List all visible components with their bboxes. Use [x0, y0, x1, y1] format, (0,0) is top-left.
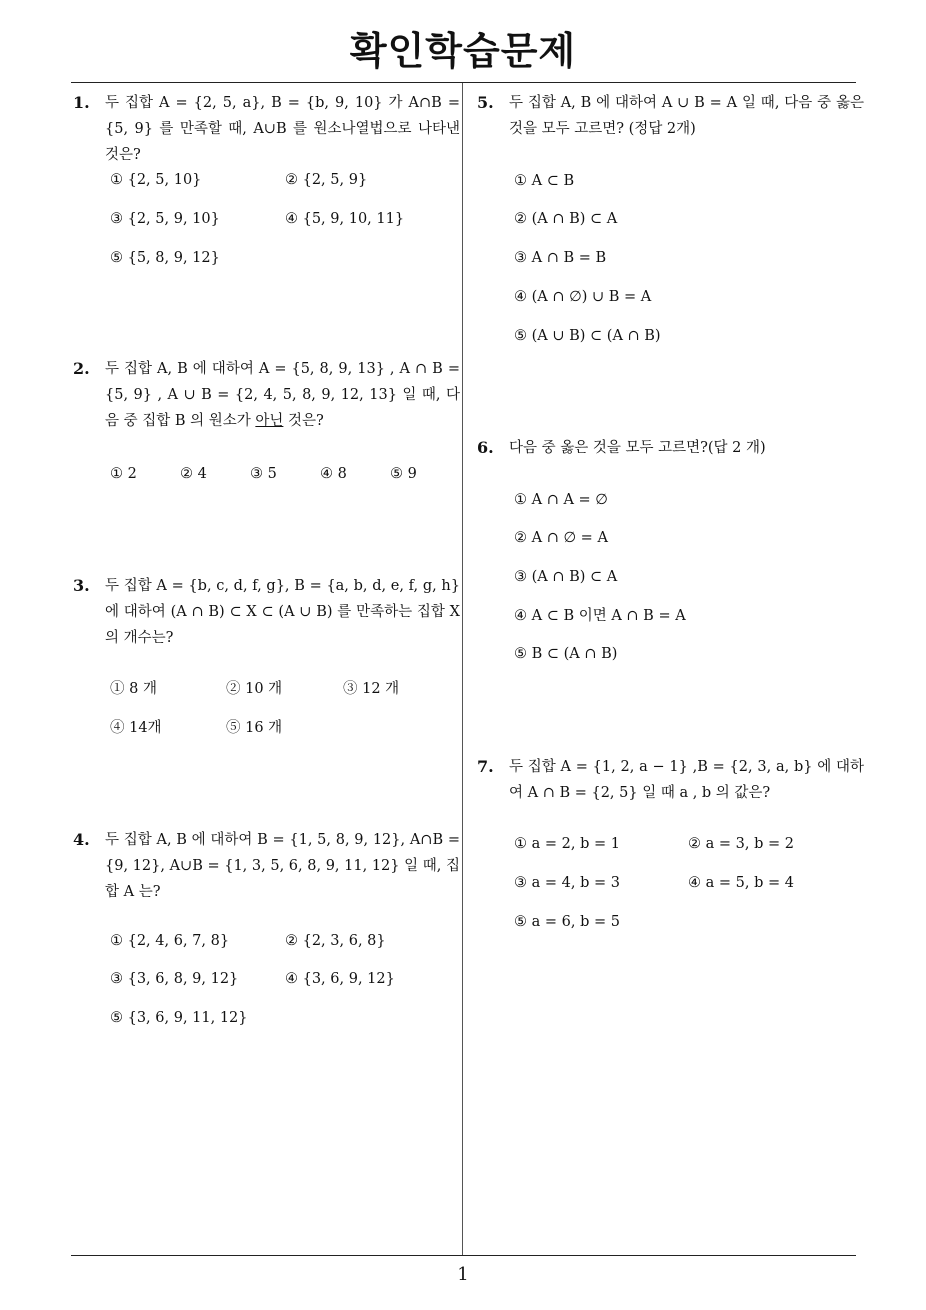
option-2[interactable]: ② 4: [180, 466, 207, 482]
underlined-word: 아닌: [255, 413, 284, 429]
option-3[interactable]: ③ {2, 5, 9, 10}: [110, 211, 220, 227]
option-5[interactable]: ⑤ B ⊂ (A ∩ B): [514, 646, 618, 662]
option-2[interactable]: ② a = 3, b = 2: [688, 836, 794, 852]
option-2[interactable]: ② (A ∩ B) ⊂ A: [514, 211, 618, 227]
option-5[interactable]: ⑤ (A ∪ B) ⊂ (A ∩ B): [514, 328, 661, 344]
question-number: 2.: [73, 359, 90, 378]
question-stem: 두 집합 A = {b, c, d, f, g}, B = {a, b, d, e, f, g, h} 에 대하여 (A ∩ B) ⊂ X ⊂ (A ∪ B) 를 만족하는 집합 X 의 개수는?: [105, 578, 460, 646]
option-2[interactable]: ② 10 개: [226, 681, 283, 697]
page-title: 확인학습문제: [349, 29, 577, 73]
option-1[interactable]: ① {2, 4, 6, 7, 8}: [110, 933, 230, 949]
question-3: [73, 573, 460, 651]
option-4[interactable]: ④ 14개: [110, 720, 162, 736]
column-divider: [462, 83, 463, 1255]
question-2: [73, 356, 460, 434]
option-1[interactable]: ① A ∩ A = ∅: [514, 492, 608, 508]
question-5: [477, 90, 864, 142]
option-4[interactable]: ④ a = 5, b = 4: [688, 875, 794, 891]
option-5[interactable]: ⑤ {5, 8, 9, 12}: [110, 250, 220, 266]
option-5[interactable]: ⑤ {3, 6, 9, 11, 12}: [110, 1010, 248, 1026]
option-1[interactable]: ① A ⊂ B: [514, 173, 575, 189]
option-2[interactable]: ② {2, 3, 6, 8}: [285, 933, 386, 949]
option-3[interactable]: ③ {3, 6, 8, 9, 12}: [110, 971, 239, 987]
option-4[interactable]: ④ 8: [320, 466, 347, 482]
option-3[interactable]: ③ 5: [250, 466, 277, 482]
option-1[interactable]: ① a = 2, b = 1: [514, 836, 620, 852]
option-1[interactable]: ① 8 개: [110, 681, 157, 697]
question-stem: 두 집합 A, B 에 대하여 A ∪ B = A 일 때, 다음 중 옳은 것을 모두 고르면? (정답 2개): [509, 95, 864, 137]
question-number: 4.: [73, 830, 90, 849]
question-number: 1.: [73, 93, 90, 112]
stem-text: 것은?: [283, 413, 324, 429]
option-4[interactable]: ④ {3, 6, 9, 12}: [285, 971, 395, 987]
option-3[interactable]: ③ 12 개: [343, 681, 400, 697]
option-2[interactable]: ② A ∩ ∅ = A: [514, 530, 608, 546]
page-number: 1: [457, 1264, 469, 1285]
question-stem: 다음 중 옳은 것을 모두 고르면?(답 2 개): [509, 440, 766, 456]
question-4: [73, 827, 460, 905]
option-2[interactable]: ② {2, 5, 9}: [285, 172, 368, 188]
question-stem: 두 집합 A = {1, 2, a − 1} ,B = {2, 3, a, b} 에 대하여 A ∩ B = {2, 5} 일 때 a , b 의 값은?: [509, 759, 864, 801]
question-number: 7.: [477, 757, 494, 776]
option-4[interactable]: ④ A ⊂ B 이면 A ∩ B = A: [514, 608, 686, 624]
question-number: 3.: [73, 576, 90, 595]
bottom-rule: [71, 1255, 856, 1256]
question-stem: [105, 356, 460, 434]
option-3[interactable]: ③ A ∩ B = B: [514, 250, 607, 266]
option-1[interactable]: ① 2: [110, 466, 137, 482]
top-rule: [71, 82, 856, 83]
question-7: [477, 754, 864, 806]
option-1[interactable]: ① {2, 5, 10}: [110, 172, 202, 188]
option-4[interactable]: ④ (A ∩ ∅) ∪ B = A: [514, 289, 652, 305]
option-5[interactable]: ⑤ 9: [390, 466, 417, 482]
question-6: [477, 435, 864, 461]
option-5[interactable]: ⑤ 16 개: [226, 720, 283, 736]
option-5[interactable]: ⑤ a = 6, b = 5: [514, 914, 620, 930]
option-4[interactable]: ④ {5, 9, 10, 11}: [285, 211, 405, 227]
stem-text: 두 집합 A, B 에 대하여 A = {5, 8, 9, 13} , A ∩ B = {5, 9} , A ∪ B = {2, 4, 5, 8, 9, 12, 13} 일 때, 다음 중 집합 B 의 원소가: [105, 361, 460, 429]
question-stem: 두 집합 A, B 에 대하여 B = {1, 5, 8, 9, 12}, A∩B = {9, 12}, A∪B = {1, 3, 5, 6, 8, 9, 11, 12} 일 때, 집합 A 는?: [105, 832, 460, 900]
option-3[interactable]: ③ (A ∩ B) ⊂ A: [514, 569, 618, 585]
question-number: 6.: [477, 438, 494, 457]
option-3[interactable]: ③ a = 4, b = 3: [514, 875, 620, 891]
question-number: 5.: [477, 93, 494, 112]
question-1: [73, 90, 460, 168]
question-stem: 두 집합 A = {2, 5, a}, B = {b, 9, 10} 가 A∩B = {5, 9} 를 만족할 때, A∪B 를 원소나열법으로 나타낸 것은?: [105, 95, 460, 163]
